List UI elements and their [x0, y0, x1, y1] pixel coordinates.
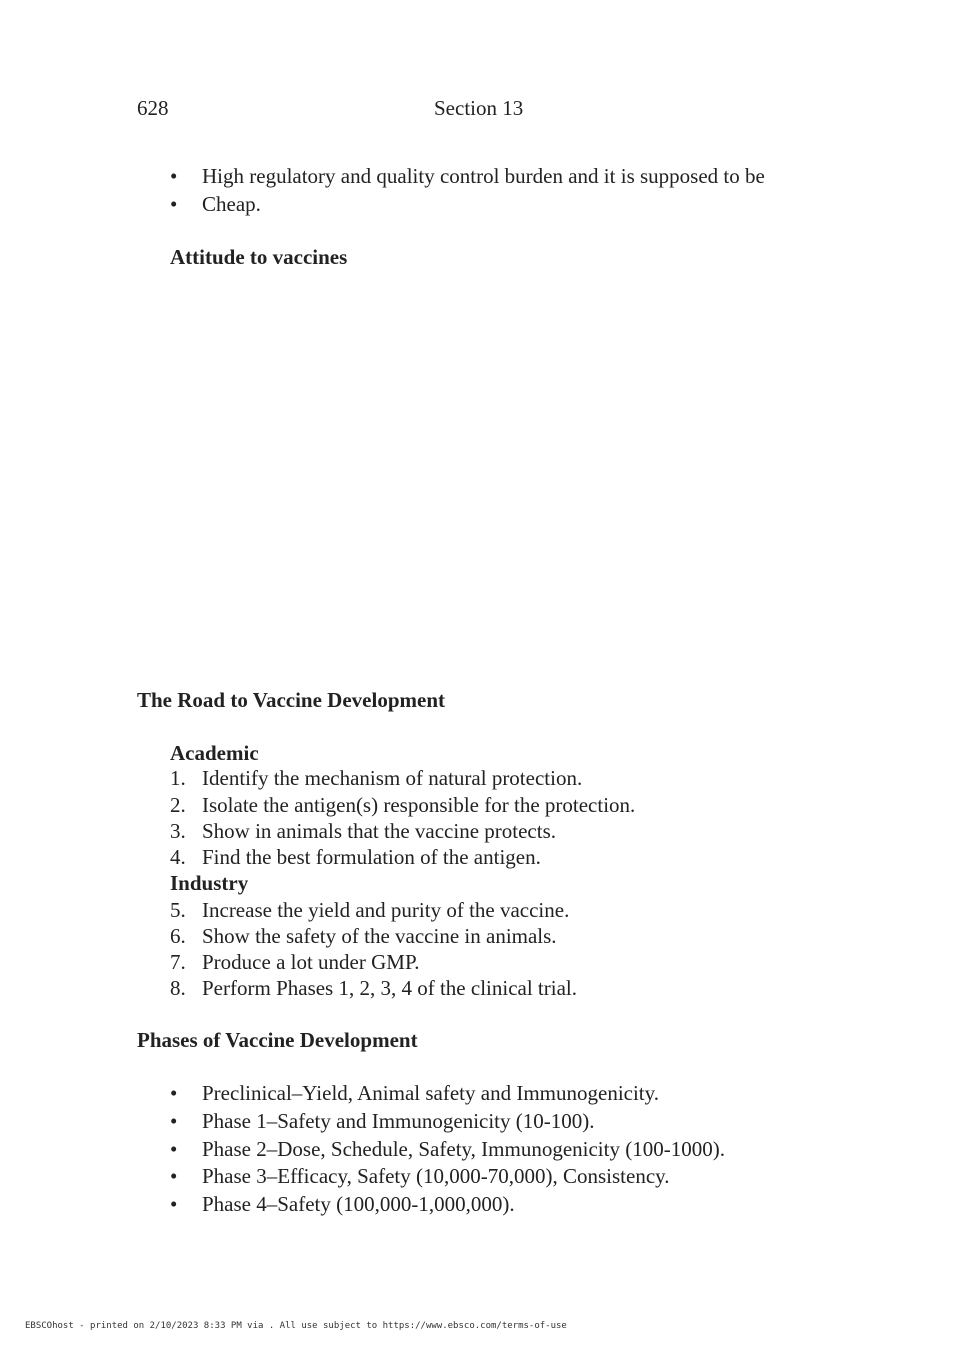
page-number: 628 — [137, 96, 169, 120]
list-item: • Phase 4–Safety (100,000-1,000,000). — [170, 1192, 515, 1216]
bullet-icon: • — [170, 192, 178, 216]
industry-label: Industry — [170, 871, 249, 895]
print-footer: EBSCOhost - printed on 2/10/2023 8:33 PM via . All use subject to https://www.ebsco.com/terms-of-use — [25, 1321, 567, 1331]
list-item: • Phase 1–Safety and Immunogenicity (10-100). — [170, 1109, 595, 1133]
list-item: 4. Find the best formulation of the antigen. — [170, 845, 541, 869]
list-item: 7. Produce a lot under GMP. — [170, 950, 420, 974]
bullet-icon: • — [170, 1081, 178, 1105]
section-title: Section 13 — [434, 96, 524, 120]
attitude-heading: Attitude to vaccines — [170, 245, 348, 269]
bullet-icon: • — [170, 164, 178, 188]
list-item: • Phase 3–Efficacy, Safety (10,000-70,000), Consistency. — [170, 1164, 670, 1188]
road-heading: The Road to Vaccine Development — [137, 688, 445, 712]
list-item: 1. Identify the mechanism of natural protection. — [170, 766, 583, 790]
list-item: 2. Isolate the antigen(s) responsible for the protection. — [170, 793, 636, 817]
list-item: • Cheap. — [170, 192, 261, 216]
list-item: • Preclinical–Yield, Animal safety and Immunogenicity. — [170, 1081, 660, 1105]
list-item: 6. Show the safety of the vaccine in animals. — [170, 924, 557, 948]
list-item: 5. Increase the yield and purity of the vaccine. — [170, 898, 570, 922]
bullet-icon: • — [170, 1192, 178, 1216]
list-item: 8. Perform Phases 1, 2, 3, 4 of the clinical trial. — [170, 976, 577, 1000]
phases-heading: Phases of Vaccine Development — [137, 1028, 418, 1052]
list-item: • High regulatory and quality control burden and it is supposed to be — [170, 164, 765, 188]
academic-label: Academic — [170, 741, 259, 765]
bullet-icon: • — [170, 1164, 178, 1188]
bullet-icon: • — [170, 1137, 178, 1161]
bullet-icon: • — [170, 1109, 178, 1133]
list-item: 3. Show in animals that the vaccine protects. — [170, 819, 556, 843]
list-item: • Phase 2–Dose, Schedule, Safety, Immunogenicity (100-1000). — [170, 1137, 725, 1161]
